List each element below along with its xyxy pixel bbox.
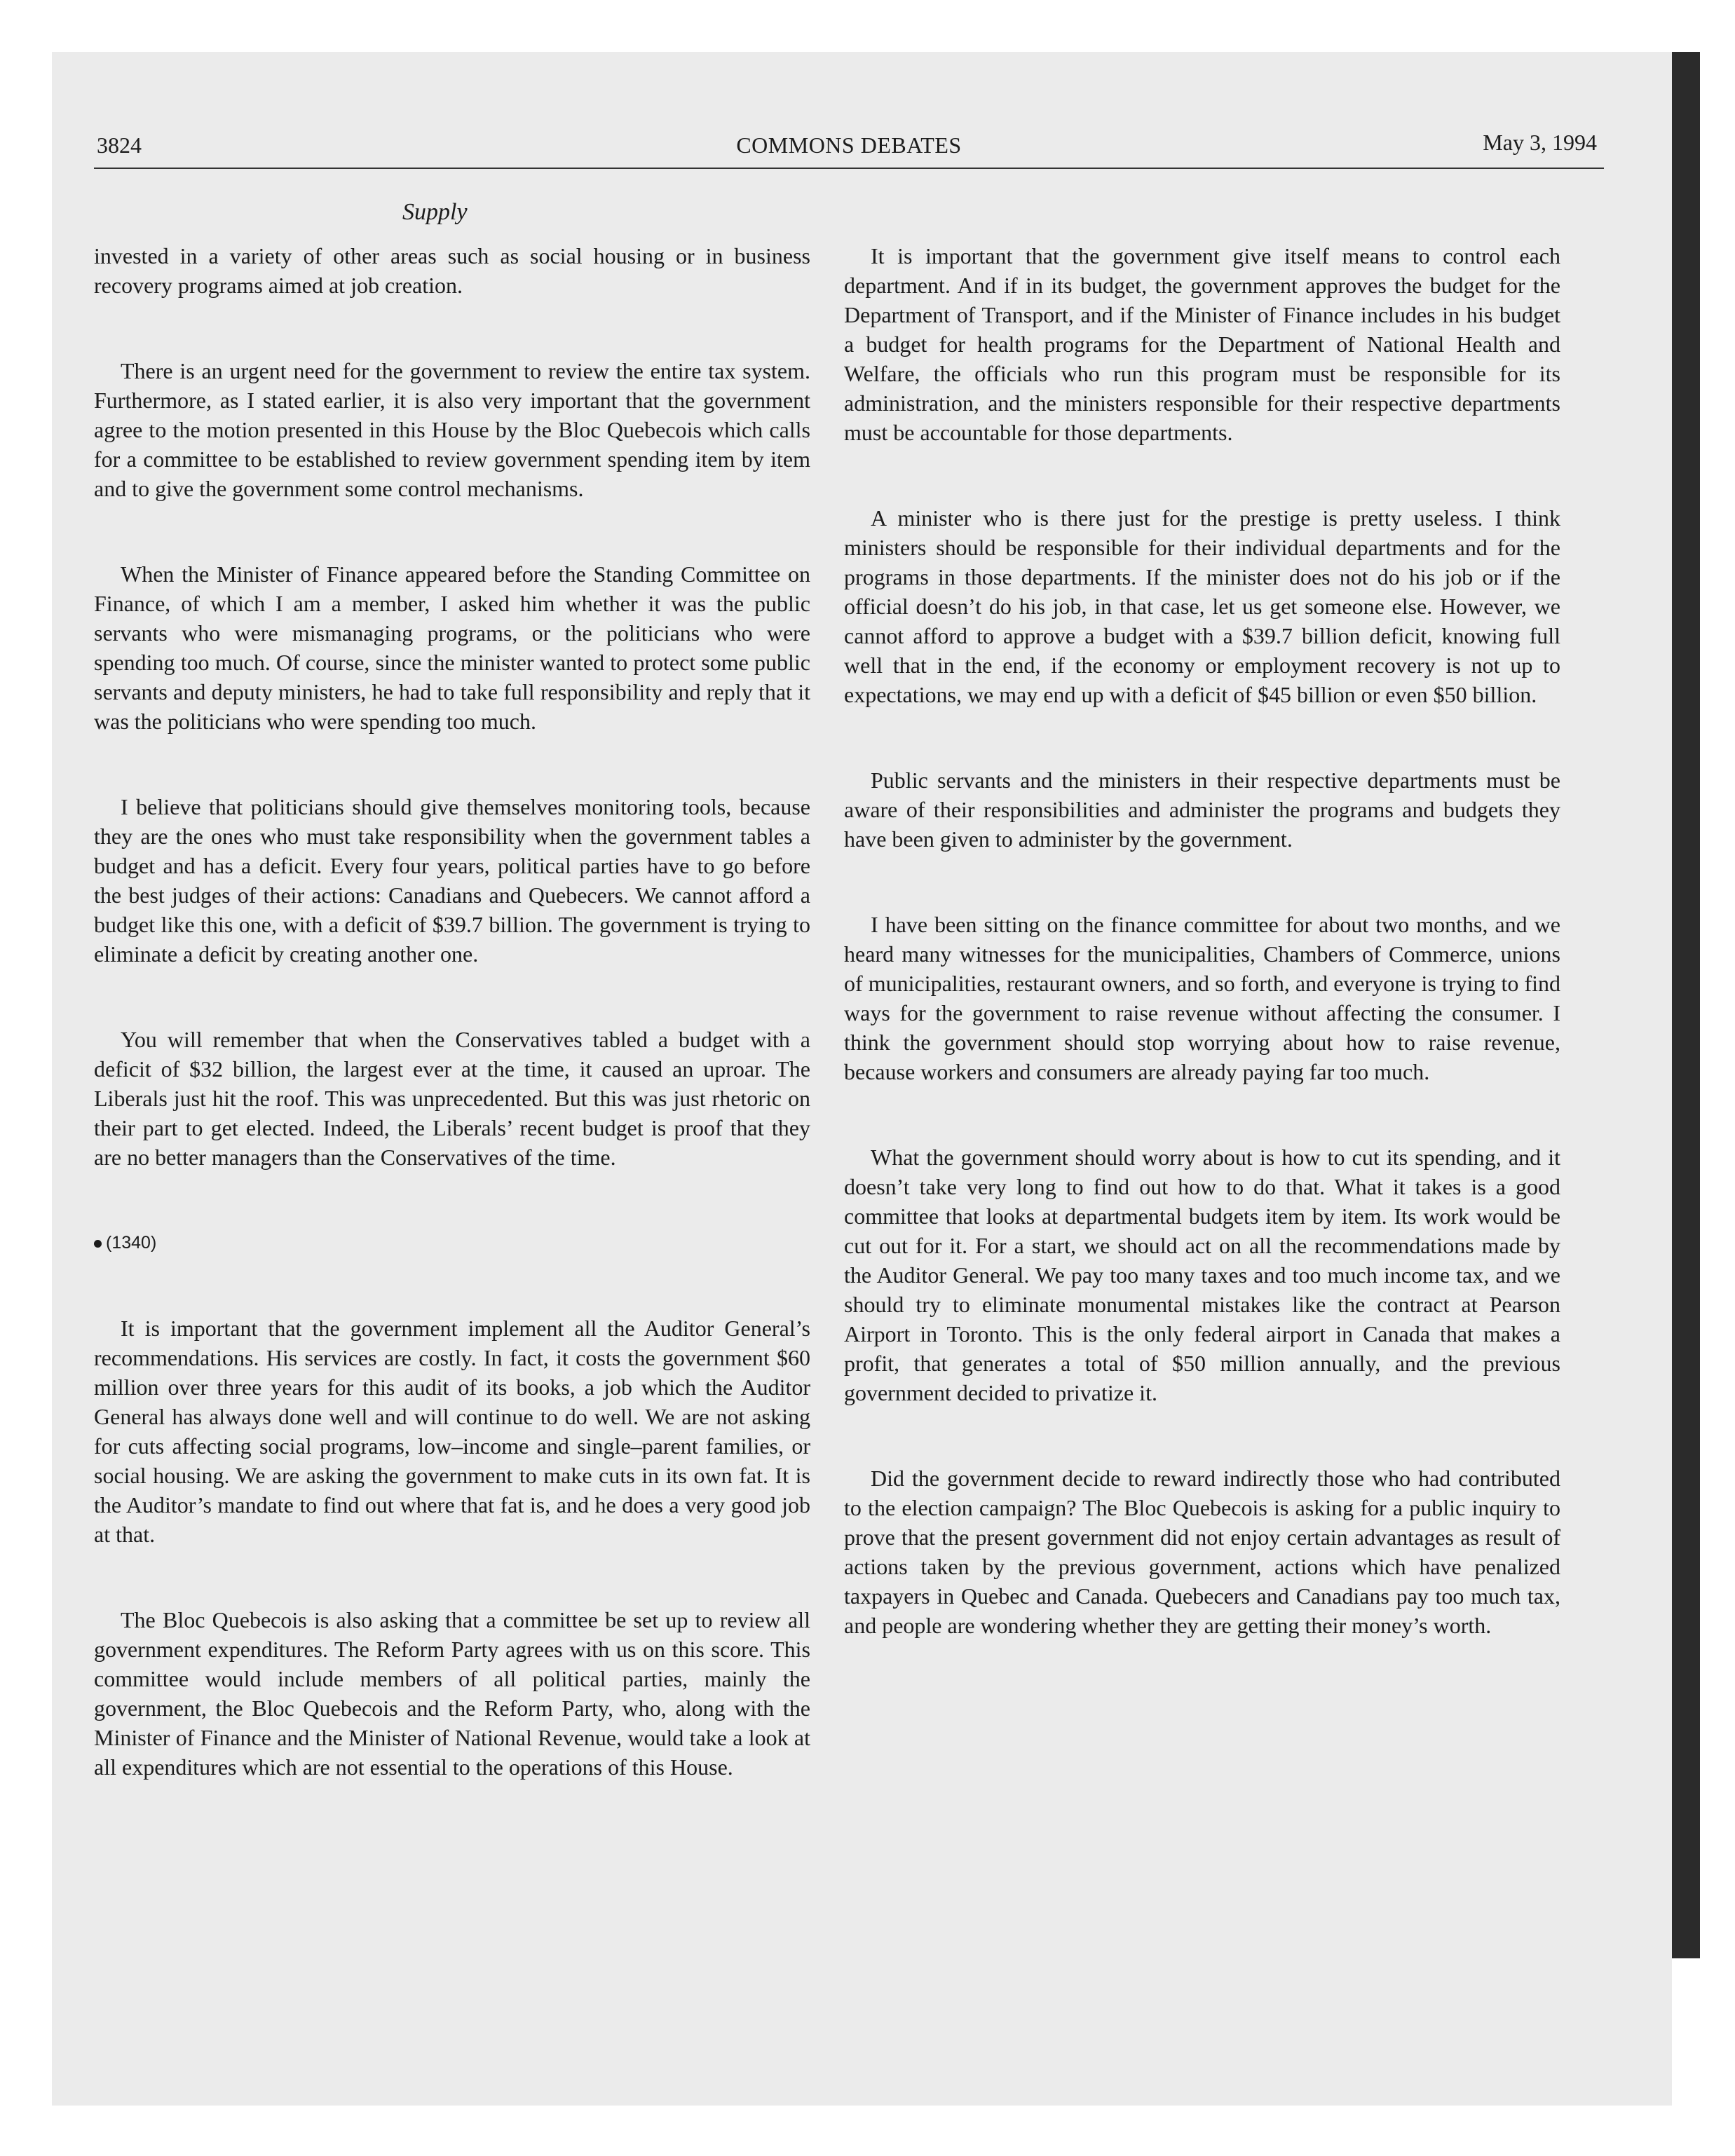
time-marker	[94, 1228, 810, 1257]
paragraph: When the Minister of Finance appeared before the Standing Committee on Finance, of which I am a member, I asked him whether it was the public servants who were mismanaging programs, or the politicians who were spending too much. Of course, since the minister wanted to protect some public servants and deputy ministers, he had to take full responsibility and reply that it was the politicians who were spending too much.	[94, 561, 810, 734]
scan-edge-bar	[1672, 52, 1700, 1958]
paragraph: It is important that the government give itself means to control each department. And if in its budget, the government approves the budget for the Department of Transport, and if the Minister of Finance includes in his budget a budget for health programs for the Department of National Health and Welfare, the officials who run this program must be responsible for its administration, and the ministers responsible for their respective departments must be accountable for those departments.	[844, 243, 1560, 445]
paragraph: I have been sitting on the finance committee for about two months, and we heard many witnesses for the municipalities, Chambers of Commerce, unions of municipalities, restaurant owners, and so forth, and everyone is trying to find ways for the government to raise revenue without affecting the consumer. I think the government should stop worrying about how to raise revenue, because workers and consumers are already paying far too much.	[844, 912, 1560, 1084]
page-header	[94, 125, 1604, 169]
paragraph: You will remember that when the Conservatives tabled a budget with a deficit of $32 billion, the largest ever at the time, it caused an uproar. The Liberals just hit the roof. This was unprecedented. But this was just rhetoric on their part to get elected. Indeed, the Liberals’ recent budget is proof that they are no better managers than the Conservatives of the time.	[94, 1027, 810, 1170]
left-column	[94, 241, 810, 1944]
time-marker-text: (1340)	[106, 1233, 157, 1253]
paragraph: There is an urgent need for the government to review the entire tax system. Furthermore, as I stated earlier, it is also very important that the government agree to the motion presented in this House by the Bloc Quebecois which calls for a committee to be established to review government spending item by item and to give the government some control mechanisms.	[94, 358, 810, 501]
paragraph: What the government should worry about is how to cut its spending, and it doesn’t take very long to find out how to do that. What it takes is a good committee that looks at departmental budgets item by item. Its work would be cut out for it. For a start, we should act on all the recommendations made by the Auditor General. We pay too many taxes and too much income tax, and we should try to eliminate monumental mistakes like the contract at Pearson Airport in Toronto. This is the only federal airport in Canada that makes a profit, that generates a total of $50 million annually, and the previous government decided to privatize it.	[844, 1145, 1560, 1405]
paragraph: invested in a variety of other areas such as social housing or in business recovery programs aimed at job creation.	[94, 243, 810, 298]
paragraph: The Bloc Quebecois is also asking that a committee be set up to review all government expenditures. The Reform Party agrees with us on this score. This committee would include members of all political parties, mainly the government, the Bloc Quebecois and the Reform Party, who, along with the Minister of Finance and the Minister of National Revenue, would take a look at all expenditures which are not essential to the operations of this House.	[94, 1607, 810, 1780]
page-date: May 3, 1994	[1483, 130, 1597, 155]
paragraph: Did the government decide to reward indirectly those who had contributed to the election campaign? The Bloc Quebecois is asking for a public inquiry to prove that the present government did not enjoy certain advantages as result of actions taken by the previous government, actions which have penalized taxpayers in Quebec and Canada. Quebecers and Canadians pay too much tax, and people are wondering whether they are getting their money’s worth.	[844, 1466, 1560, 1638]
paragraph: A minister who is there just for the prestige is pretty useless. I think ministers should be responsible for their individual departments and for the programs in those departments. If the minister does not do his job or if the official doesn’t do his job, in that case, let us get someone else. However, we cannot afford to approve a budget with a $39.7 billion deficit, knowing full well that in the end, if the economy or employment recovery is not up to expectations, we may end up with a deficit of $45 billion or even $50 billion.	[844, 505, 1560, 707]
paragraph: Public servants and the ministers in their respective departments must be aware of their responsibilities and administer the programs and budgets they have been given to administer by the government.	[844, 767, 1560, 852]
paragraph: It is important that the government implement all the Auditor General’s recommendations. His services are costly. In fact, it costs the government $60 million over three years for this audit of its books, a job which the Auditor General has always done well and will continue to do well. We are not asking for cuts affecting social programs, low–income and single–parent families, or social housing. We are asking the government to make cuts in its own fat. It is the Auditor’s mandate to find out where that fat is, and he does a very good job at that.	[94, 1316, 810, 1547]
section-label: Supply	[402, 199, 468, 225]
scanned-page	[52, 52, 1672, 2106]
publication-title: COMMONS DEBATES	[736, 132, 962, 158]
paragraph: I believe that politicians should give themselves monitoring tools, because they are the ones who must take responsibility when the government tables a budget and has a deficit. Every four years, political parties have to go before the best judges of their actions: Canadians and Quebecers. We cannot afford a budget like this one, with a deficit of $39.7 billion. The government is trying to eliminate a deficit by creating another one.	[94, 794, 810, 967]
page-number: 3824	[97, 132, 142, 158]
bullet-icon	[94, 1240, 102, 1248]
right-column	[844, 241, 1560, 1944]
